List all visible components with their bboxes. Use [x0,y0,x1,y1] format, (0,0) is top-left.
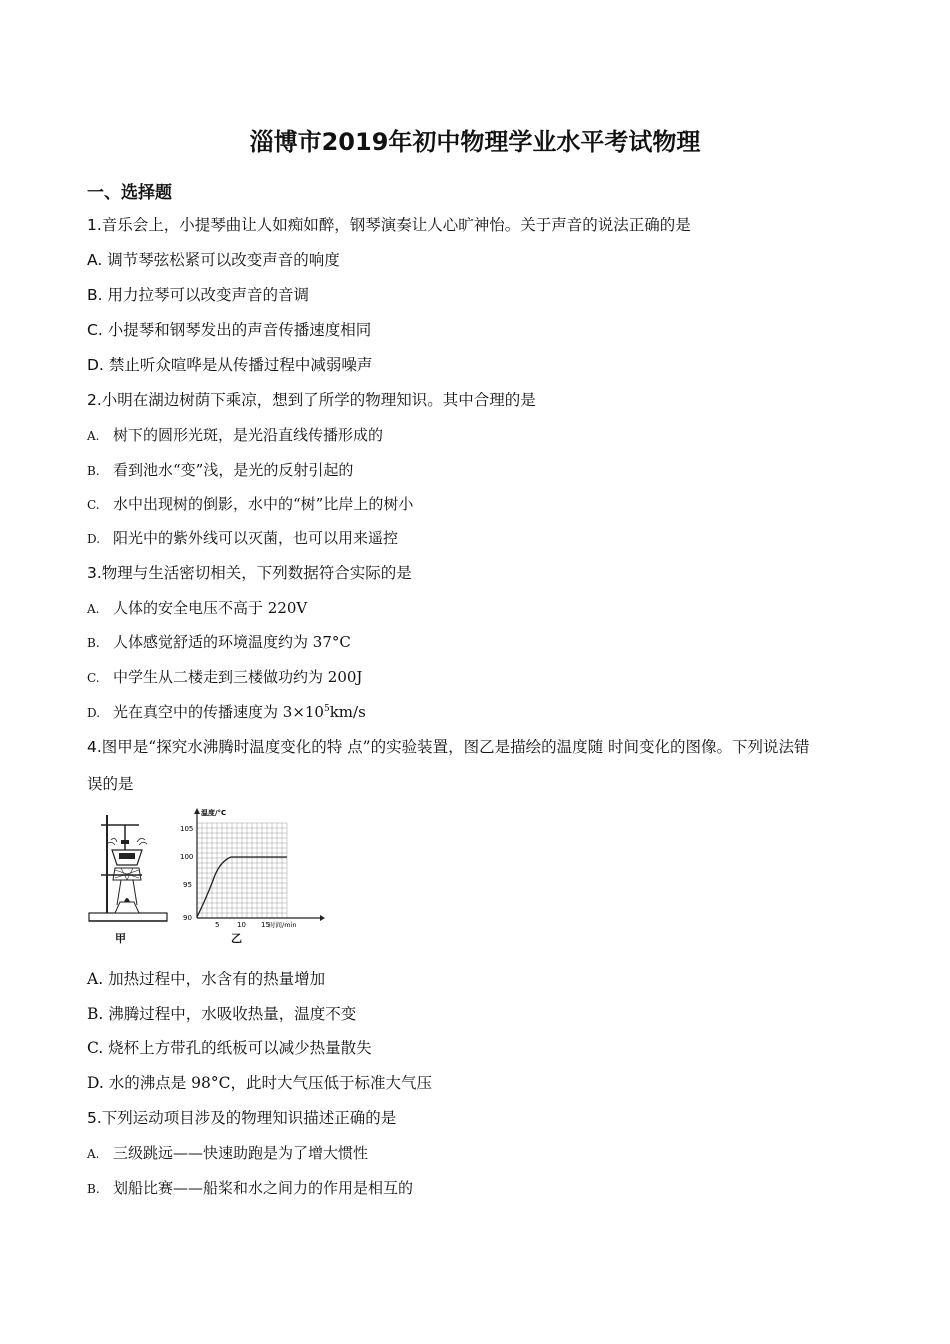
page-title: 淄博市2019年初中物理学业水平考试物理 [249,128,701,156]
question-text: 图甲是“探究水沸腾时温度变化的特 点”的实验装置，图乙是描绘的温度随 时间变化的图像。下列说法错 [101,738,810,756]
q3-option-c [87,666,362,689]
option-text: 水的沸点是 98°C，此时大气压低于标准大气压 [108,1074,433,1092]
option-text: 用力拉琴可以改变声音的音调 [107,286,310,304]
option-label: A. [87,602,100,616]
q4-figure [87,805,327,945]
option-text: 人体的安全电压不高于 220V [113,599,308,617]
section-heading: 一、选择题 [87,183,172,203]
option-label: D. [87,706,101,720]
q1-option-a [87,249,340,271]
y-tick-label: 105 [180,825,194,833]
option-label: D. [87,1074,104,1092]
option-label: B. [87,1005,104,1023]
option-label: D. [87,532,101,546]
y-tick-label: 100 [180,853,194,861]
q5-option-b [87,1177,413,1200]
question-1 [87,214,691,236]
option-text: 加热过程中，水含有的热量增加 [108,970,326,988]
q4-option-d [87,1072,432,1094]
figure-caption-right: 乙 [231,932,242,945]
option-label: B. [87,636,100,650]
option-label: A. [87,1147,100,1161]
q3-option-a [87,597,307,620]
option-text: 光在真空中的传播速度为 3×10 [113,703,324,721]
unit: km/s [329,703,366,721]
question-3 [87,562,412,584]
question-number: 5. [87,1109,102,1127]
option-label: A. [87,251,103,269]
question-text: 小明在湖边树荫下乘凉，想到了所学的物理知识。其中合理的是 [101,391,536,409]
exponent: 5 [323,704,330,714]
q1-option-b [87,284,309,306]
question-number: 3. [87,564,102,582]
option-label: C. [87,671,100,685]
question-number: 4. [87,738,102,756]
x-tick-label: 15 [261,921,270,929]
option-text: 人体感觉舒适的环境温度约为 37°C [113,633,351,651]
option-text: 树下的圆形光斑，是光沿直线传播形成的 [113,426,384,444]
question-2 [87,389,536,411]
q4-option-c [87,1037,372,1059]
y-axis-label: 温度/°C [201,809,227,817]
question-4 [87,736,810,758]
q2-option-d [87,527,398,550]
option-label: C. [87,321,103,339]
question-number: 1. [87,216,102,234]
option-label: A. [87,429,100,443]
option-label: B. [87,464,100,478]
option-text: 中学生从二楼走到三楼做功约为 200J [113,668,363,686]
option-text: 水中出现树的倒影，水中的“树”比岸上的树小 [113,495,414,513]
question-text: 误的是 [87,775,134,793]
temperature-time-graph [175,805,325,935]
q4-option-b [87,1003,356,1025]
y-tick-label: 90 [183,914,192,922]
option-label: C. [87,498,100,512]
question-text: 音乐会上，小提琴曲让人如痴如醉，钢琴演奏让人心旷神怡。关于声音的说法正确的是 [101,216,691,234]
question-number: 2. [87,391,102,409]
q1-option-c [87,319,371,341]
question-5 [87,1107,396,1129]
x-tick-label: 10 [237,921,246,929]
option-text: 小提琴和钢琴发出的声音传播速度相同 [107,321,372,339]
option-text: 三级跳远——快速助跑是为了增大惯性 [113,1144,369,1162]
option-text: 阳光中的紫外线可以灭菌，也可以用来遥控 [113,529,399,547]
question-text: 下列运动项目涉及的物理知识描述正确的是 [101,1109,397,1127]
q4-option-a [87,968,325,990]
graph-grid [197,823,287,918]
question-4-cont [87,773,134,795]
option-label: D. [87,356,104,374]
option-label: B. [87,1182,100,1196]
boiling-apparatus-diagram [87,810,177,935]
y-tick-label: 95 [183,881,192,889]
option-text: 划船比赛——船桨和水之间力的作用是相互的 [113,1179,414,1197]
option-text: 烧杯上方带孔的纸板可以减少热量散失 [108,1039,372,1057]
option-text: 看到池水“变”浅，是光的反射引起的 [113,461,354,479]
q1-option-d [87,354,372,376]
x-axis-label: 时间/min [269,921,297,929]
q3-option-d [87,701,366,724]
q2-option-b [87,459,353,482]
option-text: 沸腾过程中，水吸收热量，温度不变 [108,1005,357,1023]
q5-option-a [87,1142,368,1165]
option-label: A. [87,970,104,988]
q3-option-b [87,631,351,654]
option-text: 禁止听众喧哗是从传播过程中减弱噪声 [108,356,373,374]
option-label: B. [87,286,103,304]
question-text: 物理与生活密切相关，下列数据符合实际的是 [101,564,412,582]
option-label: C. [87,1039,104,1057]
option-text: 调节琴弦松紧可以改变声音的响度 [107,251,340,269]
figure-caption-left: 甲 [115,932,126,945]
q2-option-c [87,493,413,516]
x-tick-label: 5 [215,921,220,929]
q2-option-a [87,424,383,447]
